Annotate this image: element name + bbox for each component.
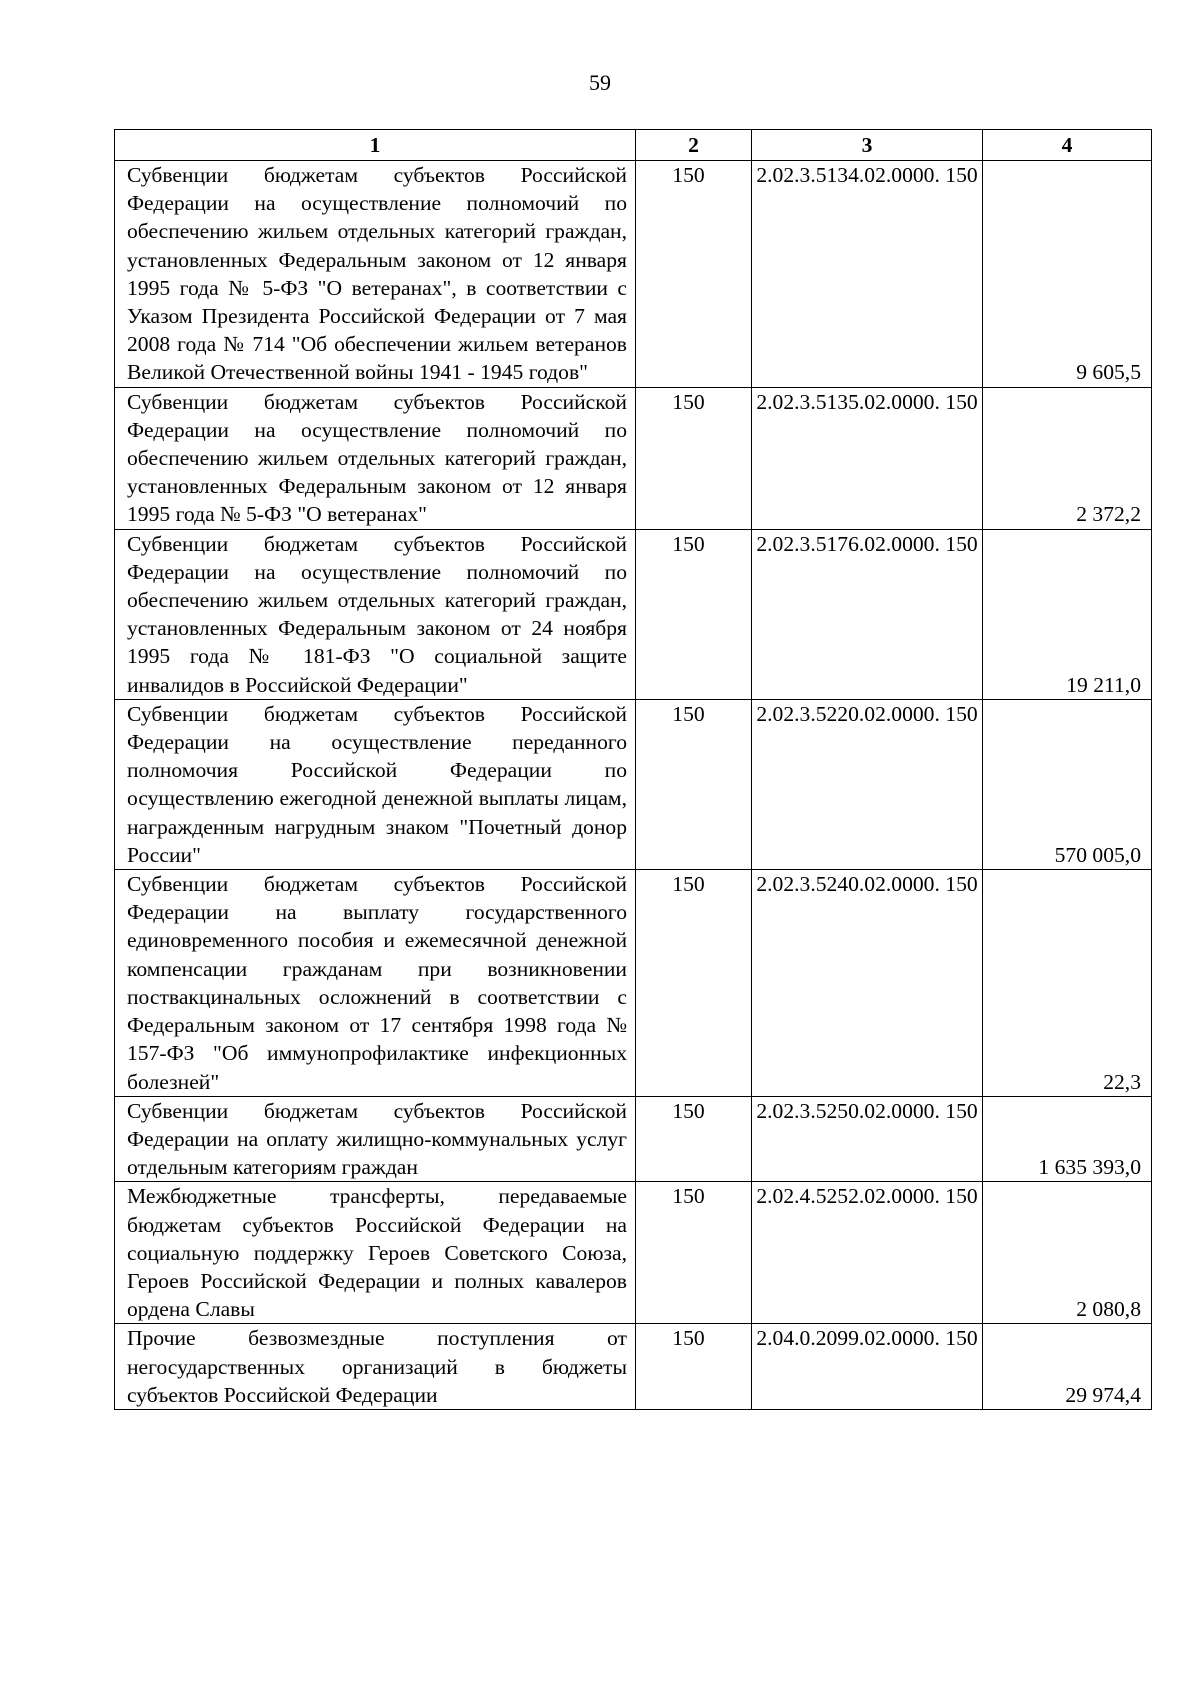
column-header-4: 4: [983, 130, 1152, 161]
row-admin-code: 150: [636, 1182, 752, 1324]
column-header-2: 2: [636, 130, 752, 161]
row-admin-code: 150: [636, 161, 752, 388]
row-description: Прочие безвозмездные поступления от негосударственных организаций в бюджеты субъектов Российской Федерации: [115, 1324, 636, 1410]
row-amount: 2 372,2: [983, 387, 1152, 529]
row-budget-code: 2.02.3.5135.02.0000. 150: [752, 387, 983, 529]
row-budget-code: 2.02.4.5252.02.0000. 150: [752, 1182, 983, 1324]
row-amount: 1 635 393,0: [983, 1096, 1152, 1182]
row-description: Субвенции бюджетам субъектов Российской Федерации на оплату жилищно-коммунальных услуг отдельным категориям граждан: [115, 1096, 636, 1182]
row-amount: 19 211,0: [983, 529, 1152, 699]
row-budget-code: 2.02.3.5220.02.0000. 150: [752, 699, 983, 869]
row-budget-code: 2.02.3.5240.02.0000. 150: [752, 870, 983, 1097]
table-row: [115, 161, 1152, 388]
row-amount: 22,3: [983, 870, 1152, 1097]
table-row: [115, 529, 1152, 699]
header-row: [115, 130, 1152, 161]
row-description: Межбюджетные трансферты, передаваемые бюджетам субъектов Российской Федерации на социальную поддержку Героев Советского Союза, Героев Российской Федерации и полных кавалеров ордена Славы: [115, 1182, 636, 1324]
row-admin-code: 150: [636, 1324, 752, 1410]
column-header-3: 3: [752, 130, 983, 161]
table-row: [115, 1182, 1152, 1324]
table-row: [115, 1096, 1152, 1182]
row-amount: 29 974,4: [983, 1324, 1152, 1410]
page-number: 59: [589, 70, 611, 95]
row-description: Субвенции бюджетам субъектов Российской Федерации на осуществление полномочий по обеспечению жильем отдельных категорий граждан, установленных Федеральным законом от 12 января 1995 года № 5-ФЗ "О ветеранах": [115, 387, 636, 529]
table-row: [115, 870, 1152, 1097]
row-description: Субвенции бюджетам субъектов Российской Федерации на выплату государственного единовременного пособия и ежемесячной денежной компенсации гражданам при возникновении поствакцинальных осложнений в соответствии с Федеральным законом от 17 сентября 1998 года № 157-ФЗ "Об иммунопрофилактике инфекционных болезней": [115, 870, 636, 1097]
row-amount: 9 605,5: [983, 161, 1152, 388]
row-amount: 570 005,0: [983, 699, 1152, 869]
row-description: Субвенции бюджетам субъектов Российской Федерации на осуществление полномочий по обеспечению жильем отдельных категорий граждан, установленных Федеральным законом от 24 ноября 1995 года № 181-ФЗ "О социальной защите инвалидов в Российской Федерации": [115, 529, 636, 699]
row-description: Субвенции бюджетам субъектов Российской Федерации на осуществление переданного полномочия Российской Федерации по осуществлению ежегодной денежной выплаты лицам, награжденным нагрудным знаком "Почетный донор России": [115, 699, 636, 869]
row-amount: 2 080,8: [983, 1182, 1152, 1324]
table-row: [115, 1324, 1152, 1410]
row-budget-code: 2.02.3.5134.02.0000. 150: [752, 161, 983, 388]
row-admin-code: 150: [636, 699, 752, 869]
row-description: Субвенции бюджетам субъектов Российской Федерации на осуществление полномочий по обеспечению жильем отдельных категорий граждан, установленных Федеральным законом от 12 января 1995 года № 5-ФЗ "О ветеранах", в соответствии с Указом Президента Российской Федерации от 7 мая 2008 года № 714 "Об обеспечении жильем ветеранов Великой Отечественной войны 1941 - 1945 годов": [115, 161, 636, 388]
column-header-1: 1: [115, 130, 636, 161]
row-admin-code: 150: [636, 529, 752, 699]
row-admin-code: 150: [636, 1096, 752, 1182]
row-budget-code: 2.02.3.5250.02.0000. 150: [752, 1096, 983, 1182]
row-admin-code: 150: [636, 870, 752, 1097]
row-budget-code: 2.02.3.5176.02.0000. 150: [752, 529, 983, 699]
row-admin-code: 150: [636, 387, 752, 529]
budget-table: [114, 129, 1152, 1410]
row-budget-code: 2.04.0.2099.02.0000. 150: [752, 1324, 983, 1410]
table-row: [115, 387, 1152, 529]
table-row: [115, 699, 1152, 869]
